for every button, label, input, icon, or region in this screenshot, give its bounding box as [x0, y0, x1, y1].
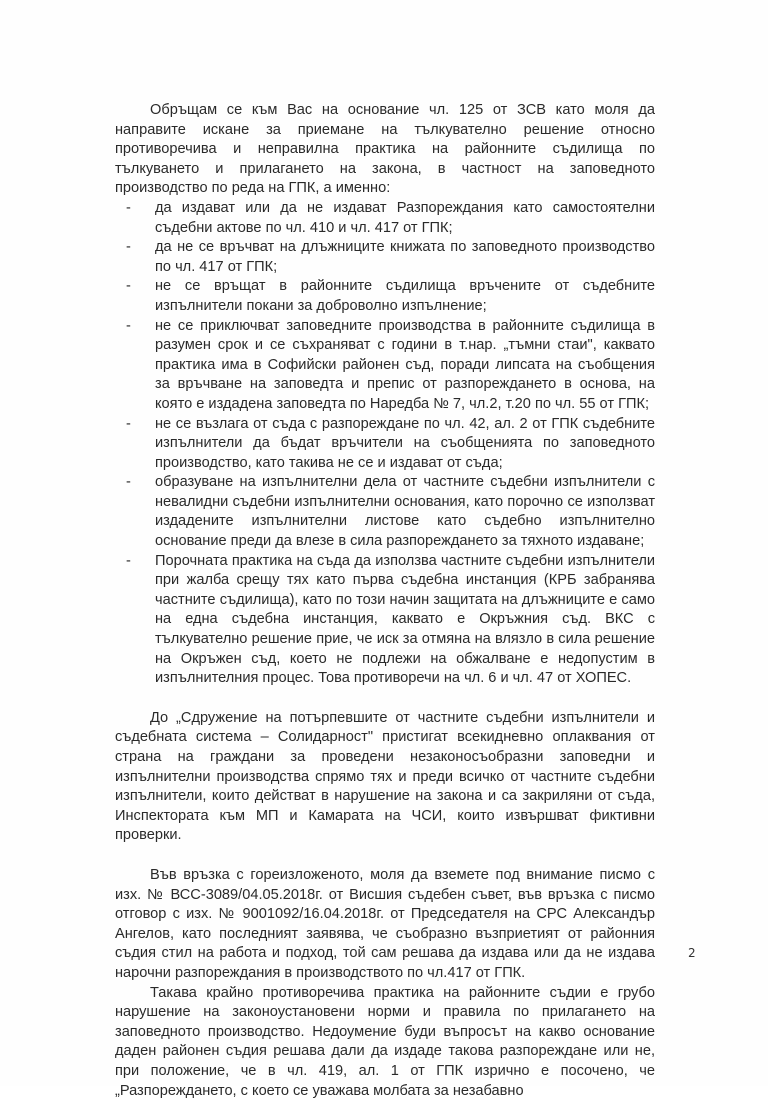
- intro-paragraph: Обръщам се към Вас на основание чл. 125 от ЗСВ като моля да направите искане за приемане на тълкувателно решение относно противоречива и неправилна практика на районните съдилища по тълкуването и прилагането на закона, в частност на заповедното производство по реда на ГПК, а именно:: [115, 102, 655, 197]
- list-item-text: Порочната практика на съда да използва частните съдебни изпълнители при жалба срещу тях като първа съдебна инстанция (КРБ забранява частните съдилища), като по този начин защитата на длъжниците е само на една съдебна инстанция, каквато е Окръжния съд. ВКС с тълкувателно решение прие, че иск за отмяна на влязло в сила решение на Окръжен съд, което не подлежи на обжалване е недопустим в изпълнителния процес. Това противоречи на чл. 6 и чл. 47 от ХОПЕС.: [155, 552, 655, 687]
- list-item: [115, 552, 655, 689]
- paragraph-spacer: [115, 689, 655, 709]
- list-item: [115, 415, 655, 474]
- dash-bullet: -: [126, 474, 131, 491]
- list-item-text: да издават или да не издават Разпореждания като самостоятелни съдебни актове по чл. 410 и чл. 417 от ГПК;: [155, 199, 655, 236]
- list-item: [115, 277, 655, 316]
- letter-reference-paragraph: Във връзка с гореизложеното, моля да вземете под внимание писмо с изх. № ВСС-3089/04.05.2018г. от Висшия съдебен съвет, във връзка с писмо отговор с изх. № 9001092/16.04.2018г. от Председателя на СРС Александър Ангелов, като последният заявява, че съобразно възприетият от районния съдия стил на работа и подход, той сам решава да издава или да не издава нарочни разпореждания в производството по чл.417 от ГПК.: [115, 866, 655, 981]
- list-item-text: образуване на изпълнителни дела от частните съдебни изпълнители с невалидни съдебни изпълнителни основания, като порочно се използват издадените изпълнителни листове като съдебно изпълнително основание преди да влезе в сила разпореждането за тяхното издаване;: [155, 474, 655, 550]
- list-item-text: не се връщат в районните съдилища връчените от съдебните изпълнители покани за доброволно изпълнение;: [155, 278, 655, 314]
- document-body: [115, 101, 655, 1101]
- list-item-text: да не се връчват на длъжниците книжата по заповедното производство по чл. 417 от ГПК;: [155, 239, 655, 275]
- paragraph-spacer: [115, 846, 655, 866]
- dash-bullet: -: [126, 552, 131, 569]
- list-item-text: не се приключват заповедните производства в районните съдилища в разумен срок и се съхраняват с години в т.нар. „тъмни стаи", каквато практика има в Софийски районен съд, поради липсата на съобщения за връчване на заповедта и препис от разпореждането в основа, на която е издадена заповедта по Наредба № 7, чл.2, т.20 по чл. 55 от ГПК;: [155, 317, 655, 412]
- dash-bullet: -: [126, 278, 131, 295]
- list-item: [115, 238, 655, 277]
- dash-bullet: -: [126, 415, 131, 432]
- dash-bullet: -: [126, 199, 131, 216]
- practice-paragraph: Такава крайно противоречива практика на районните съдии е грубо нарушение на законоустановени норми и правила по прилагането на заповедното производство. Недоумение буди въпросът на какво основание даден районен съдия решава дали да издаде такова разпореждане или не, при положение, че в чл. 419, ал. 1 от ГПК изрично е посочено, че „Разпореждането, с което се уважава молбата за незабавно: [115, 984, 655, 1099]
- list-item: [115, 199, 655, 238]
- dash-bullet: -: [126, 239, 131, 256]
- page-number: 2: [688, 946, 696, 960]
- list-item-text: не се възлага от съда с разпореждане по чл. 42, ал. 2 от ГПК съдебните изпълнители да бъдат връчители на съобщенията по заповедното производство, като такива не се и издават от съда;: [155, 415, 655, 471]
- issues-list: [115, 199, 655, 689]
- dash-bullet: -: [126, 317, 131, 334]
- list-item: [115, 473, 655, 551]
- association-paragraph: До „Сдружение на потърпевшите от частните съдебни изпълнители и съдебната система – Солидарност" пристигат всекидневно оплаквания от страна на граждани за проведени незаконосъобразни заповедни и изпълнителни производства спрямо тях и преди всичко от частните съдебни изпълнители, които действат в нарушение на закона и са закриляни от съда, Инспектората към МП и Камарата на ЧСИ, които извършват фиктивни проверки.: [115, 709, 655, 844]
- list-item: [115, 317, 655, 415]
